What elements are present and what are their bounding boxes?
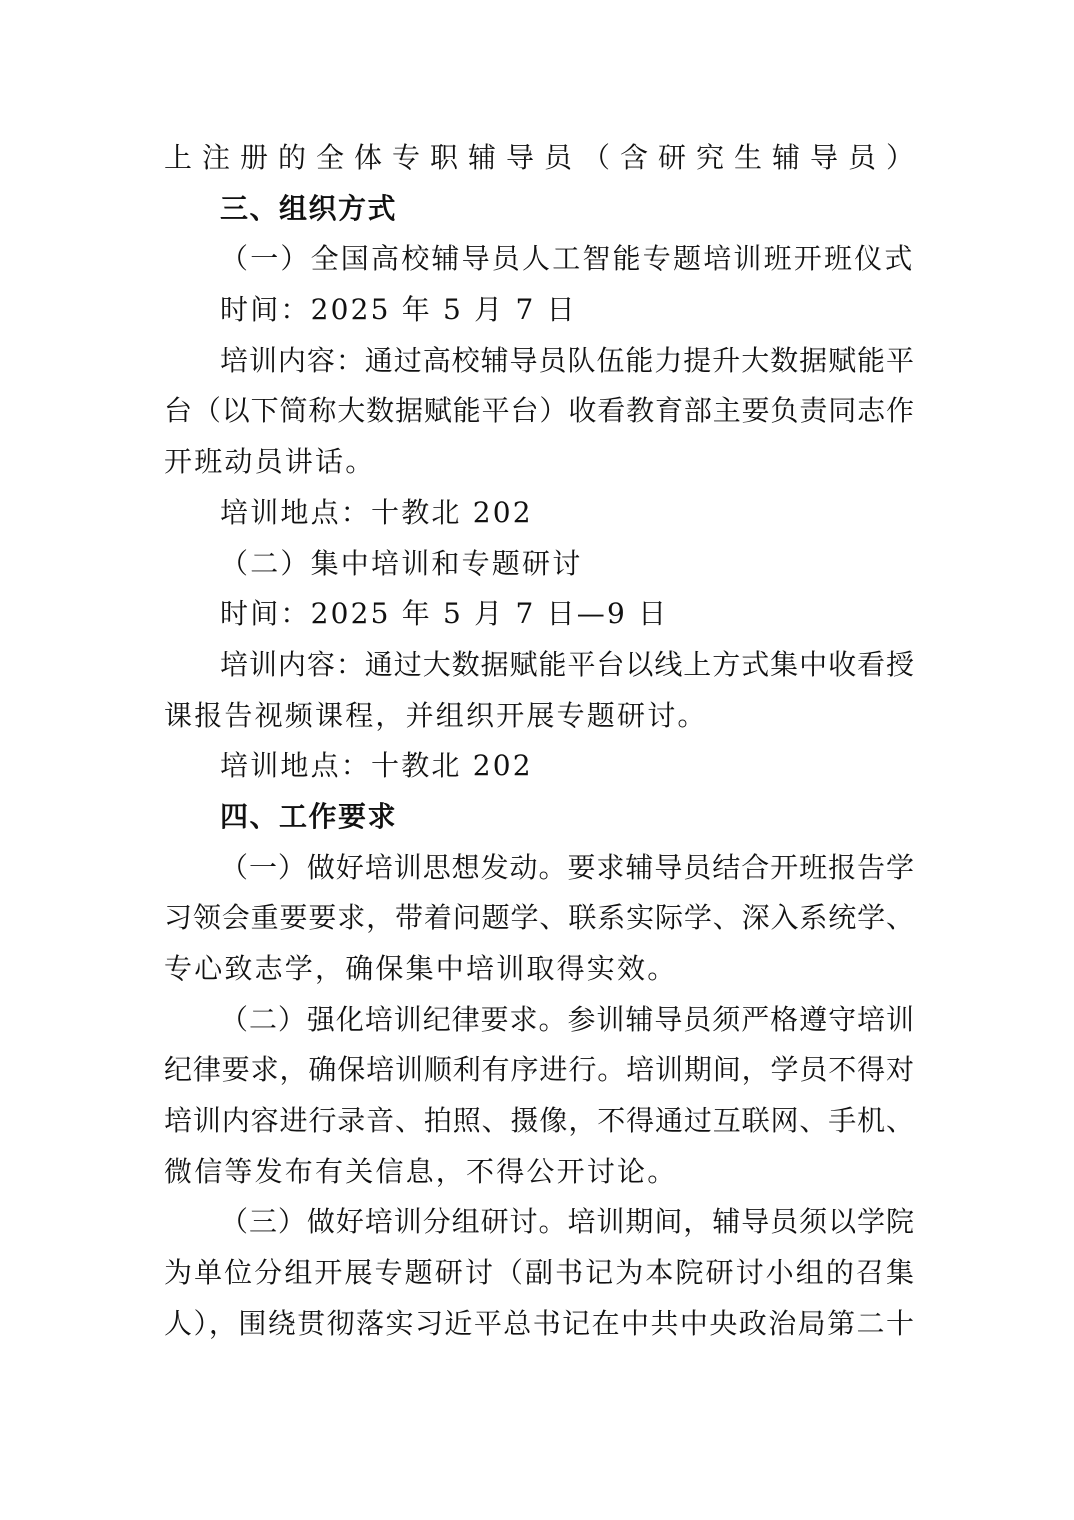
- text-line: 培训内容：通过大数据赋能平台以线上方式集中收看授: [220, 647, 914, 681]
- text-line: 时间：2025 年 5 月 7 日: [220, 293, 577, 327]
- text-line: 习领会重要要求，带着问题学、联系实际学、深入系统学、: [164, 901, 914, 935]
- document-page: [164, 133, 914, 1350]
- text-line: 时间：2025 年 5 月 7 日—9 日: [220, 597, 669, 631]
- subsection-title: （二）集中培训和专题研讨: [220, 546, 583, 580]
- text-line: 上注册的全体专职辅导员（含研究生辅导员）: [164, 141, 914, 174]
- text-line: 开班动员讲话。: [164, 445, 376, 479]
- section-heading: 四、工作要求: [220, 799, 398, 833]
- text-line: 人），围绕贯彻落实习近平总书记在中共中央政治局第二十: [164, 1306, 914, 1340]
- text-line: 培训地点：十教北 202: [220, 495, 533, 529]
- text-line: 纪律要求，确保培训顺利有序进行。培训期间，学员不得对: [164, 1053, 914, 1087]
- text-line: 培训内容：通过高校辅导员队伍能力提升大数据赋能平: [220, 343, 914, 377]
- text-line: 专心致志学，确保集中培训取得实效。: [164, 952, 678, 985]
- text-line: 培训内容进行录音、拍照、摄像，不得通过互联网、手机、: [164, 1104, 914, 1138]
- text-line: （三）做好培训分组研讨。培训期间，辅导员须以学院: [220, 1205, 914, 1239]
- text-line: （一）做好培训思想发动。要求辅导员结合开班报告学: [220, 850, 914, 884]
- text-line: 为单位分组开展专题研讨（副书记为本院研讨小组的召集: [164, 1256, 914, 1290]
- subsection-title: （一）全国高校辅导员人工智能专题培训班开班仪式: [220, 242, 915, 276]
- section-heading: 三、组织方式: [220, 191, 398, 225]
- text-line: 微信等发布有关信息，不得公开讨论。: [164, 1154, 678, 1188]
- text-line: 课报告视频课程，并组织开展专题研讨。: [164, 698, 708, 732]
- text-line: 培训地点：十教北 202: [220, 749, 533, 783]
- text-line: 台（以下简称大数据赋能平台）收看教育部主要负责同志作: [164, 394, 914, 428]
- text-line: （二）强化培训纪律要求。参训辅导员须严格遵守培训: [220, 1002, 914, 1036]
